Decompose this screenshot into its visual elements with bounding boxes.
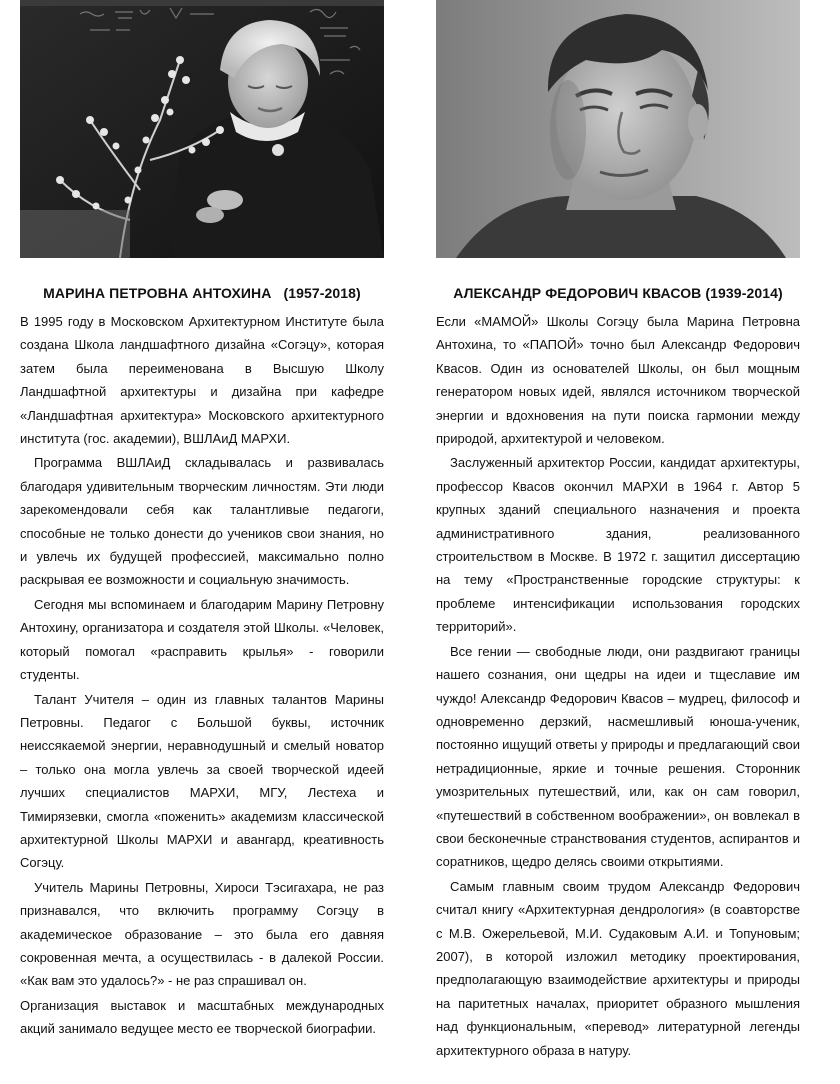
bio-paragraph: Все гении — свободные люди, они раздвигают границы нашего сознания, они щедры на идеи и тщеславие им чуждо! Александр Федорович Квасов – мудрец, философ и одновременно дерзкий, насмешливый юноша-ученик, постоянно ищущий ответы у природы и предлагающий свои нетрадиционные, яркие и точные решения. Сторонник умозрительных путешествий, или, как он сам говорил, «путешествий в собственном воображении», он вовлекал в свои бесконечные странствования студентов, аспирантов и соратников, щедро делясь своими открытиями. [436, 643, 800, 870]
person-name-heading-antokhina: МАРИНА ПЕТРОВНА АНТОХИНА (1957-2018) [43, 285, 361, 301]
portrait-photo-antokhina [20, 0, 384, 258]
bio-paragraph: Заслуженный архитектор России, кандидат архитектуры, профессор Квасов окончил МАРХИ в 1964 г. Автор 5 крупных зданий специального назначения и проекта административного здания, реализованного строительством в Москве. В 1972 г. защитил диссертацию на тему «Пространственные городские структуры: к проблеме интенсификации использования городских территорий». [436, 455, 800, 635]
bio-paragraph: Сегодня мы вспоминаем и благодарим Марину Петровну Антохину, организатора и создателя этой Школы. «Человек, который помогал «расправить крылья» - говорили студенты. [20, 596, 384, 683]
bio-paragraph: В 1995 году в Московском Архитектурном Институте была создана Школа ландшафтного дизайна «Согэцу», которая затем была переименована в Высшую Школу Ландшафтной архитектуры и дизайна при кафедре «Ландшафтная архитектура» Московского архитектурного института (гос. академии), ВШЛАиД МАРХИ. [20, 314, 384, 447]
bio-paragraph: Талант Учителя – один из главных талантов Марины Петровны. Педагог с Большой буквы, источник неиссякаемой энергии, неравнодушный и смелый новатор – только она могла увлечь за своей творческой идеей лучших специалистов МАРХИ, МГУ, Лестеха и Тимирязевки, смогла «поженить» академизм классической архитектурной Школы МАРХИ и авангард, креативность Согэцу. [20, 691, 384, 871]
portrait-photo-kvasov [436, 0, 800, 258]
right-column [436, 0, 800, 1062]
bio-paragraph: Учитель Марины Петровны, Хироси Тэсигахара, не раз признавался, что включить программу Согэцу в академическое образование – это была его давняя сокровенная мечта, а осуществилась - в далекой России. «Как вам это удалось?» - не раз спрашивал он. [20, 879, 384, 989]
bio-paragraph: Самым главным своим трудом Александр Федорович считал книгу «Архитектурная дендрология» (в соавторстве с М.В. Ожерельевой, М.И. Судаковым А.И. и Топуновым; 2007), в которой изложил методику проектирования, предполагающую взаимодействие архитектуры и природы на паритетных началах, приоритет образного мышления над функциональным, «перевод» литературной легенды архитектурного образа в натуру. [436, 878, 800, 1058]
left-column [20, 0, 384, 1041]
bio-paragraph: Если «МАМОЙ» Школы Согэцу была Марина Петровна Антохина, то «ПАПОЙ» точно был Александр Федорович Квасов. Один из основателей Школы, он был мощным генератором новых идей, являлся источником творческой энергии и вдохновения на пути поиска гармонии между природой, архитектурой и человеком. [436, 314, 800, 447]
bio-paragraph: Программа ВШЛАиД складывалась и развивалась благодаря удивительным творческим личностям. Эти люди зарекомендовали себя как талантливые педагоги, способные не только донести до учеников свои знания, но и увлечь их будущей профессией, максимально полно раскрывая ее возможности и социальную значимость. [20, 455, 384, 588]
person-name-heading-kvasov: АЛЕКСАНДР ФЕДОРОВИЧ КВАСОВ (1939-2014) [453, 285, 783, 301]
bio-paragraph: Организация выставок и масштабных международных акций занимало ведущее место ее творческой биографии. [20, 997, 384, 1037]
